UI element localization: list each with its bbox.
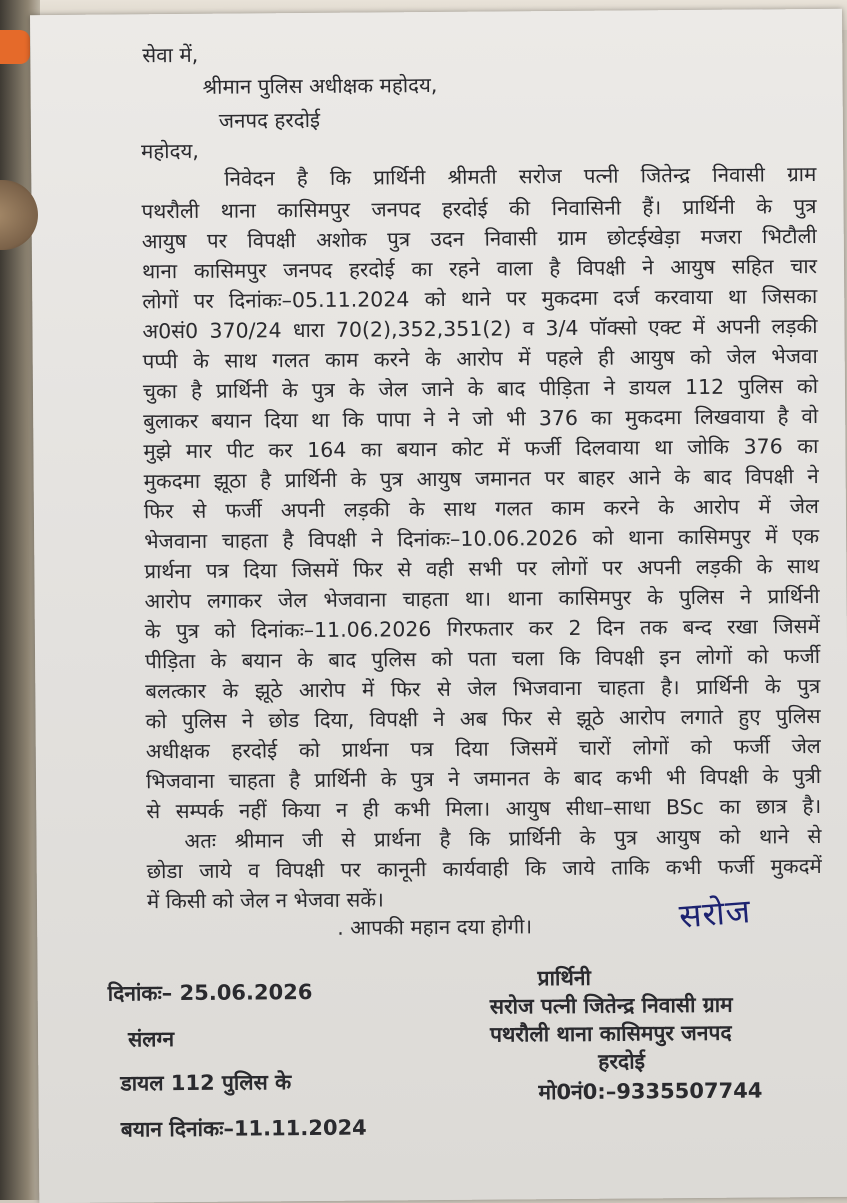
body-line: चुका है प्रार्थिनी के पुत्र के जेल जाने के बाद पीड़िता ने डायल 112 पुलिस को [142,374,819,404]
body-line: भिजवाना चाहता है प्रार्थिनी के पुत्र ने जमानत के बाद कभी भी विपक्षी के पुत्री [145,764,822,794]
body-line: बुलाकर बयान दिया था कि पापा ने ने जो भी 376 का मुकदमा लिखवाया है वो [143,404,819,434]
salutation: सेवा में, [142,42,199,68]
recipient-line-2: जनपद हरदोई [218,107,321,133]
body-line: आयुष पर विपक्षी अशोक पुत्र उदन निवासी ग्राम छोटईखेड़ा मजरा भिटौली [141,224,817,254]
signature: सरोज [677,891,753,936]
body-line: प्रार्थना पत्र दिया जिसमें फिर से वही सभी पर लोगों पर अपनी लड़की के साथ [144,554,820,584]
address: महोदय, [140,138,199,164]
body-line: को पुलिस ने छोड दिया, विपक्षी ने अब फिर से झूठे आरोप लगाते हुए पुलिस [145,704,821,734]
enclosure-label: संलग्न [127,1027,175,1052]
body-line: अ0सं0 370/24 धारा 70(2),352,351(2) व 3/4 पॉक्सो एक्ट में अपनी लड़की [142,314,818,344]
body-line: लोगों पर दिनांकः–05.11.2024 को थाने पर मुकदमा दर्ज करवाया था जिसका [142,284,818,314]
sender-title: प्रार्थिनी [537,965,592,991]
body-line: थाना कासिमपुर जनपद हरदोई का रहने वाला है विपक्षी ने आयुष सहित चार [141,254,818,284]
recipient-line-1: श्रीमान पुलिस अधीक्षक महोदय, [202,72,438,99]
body-line: के पुत्र को दिनांकः–11.06.2026 गिरफतार कर 2 दिन तक बन्द रखा जिसमें [144,614,820,644]
body-line: में किसी को जेल न भेजवा सकें। [146,887,384,914]
body-line: मुकदमा झूठा है प्रार्थिनी के पुत्र आयुष जमानत पर बाहर आने के बाद विपक्षी ने [143,464,819,494]
background-object [0,30,30,64]
body-line: पीड़िता के बयान के बाद पुलिस को पता चला कि विपक्षी इन लोगों को फर्जी [144,644,821,674]
body-line: भेजवाना चाहता है विपक्षी ने दिनांकः–10.06.2026 को थाना कासिमपुर में एक [144,524,820,554]
sender-mobile: मो0नं0:–9335507744 [538,1078,763,1105]
body-line: आरोप लगाकर जेल भेजवाना चाहता था। थाना कासिमपुर के पुलिस ने प्रार्थिनी [144,584,820,614]
sender-line-3: हरदोई [598,1049,645,1074]
closing-line: . आपकी महान दया होगी। [337,914,533,940]
body-line: छोडा जाये व विपक्षी पर कानूनी कार्यवाही कि जाये ताकि कभी फर्जी मुकदमें [146,853,822,884]
body-line: निवेदन है कि प्रार्थिनी श्रीमती सरोज पत्नी जितेन्द्र निवासी ग्राम [224,162,817,191]
body-line: बलत्कार के झूठे आरोप में फिर से जेल भिजवाना चाहता है। प्रार्थिनी के पुत्र [145,674,821,704]
body-line: अतः श्रीमान जी से प्रार्थना है कि प्रार्थिनी के पुत्र आयुष को थाने से [184,823,822,854]
enclosure-line-1: डायल 112 पुलिस के [120,1070,292,1096]
body-line: अधीक्षक हरदोई को प्रार्थना पत्र दिया जिसमें चारों लोगों को फर्जी जेल [145,734,821,764]
body-line: मुझे मार पीट कर 164 का बयान कोट में फर्जी दिलवाया था जोकि 376 का [143,434,819,464]
sender-line-1: सरोज पत्नी जितेन्द्र निवासी ग्राम [489,992,733,1019]
enclosure-line-2: बयान दिनांकः–11.11.2024 [120,1115,367,1142]
body-line: से सम्पर्क नहीं किया न ही कभी मिला। आयुष सीधा–साधा BSc का छात्र है। [146,793,822,824]
letter-page [30,9,847,1203]
body-line: पथरौली थाना कासिमपुर जनपद हरदोई की निवासिनी हैं। प्रार्थिनी के पुत्र [141,194,817,224]
body-line: फिर से फर्जी अपनी लड़की के साथ गलत काम करने के आरोप में जेल [143,494,819,524]
sender-line-2: पथरौली थाना कासिमपुर जनपद [489,1020,732,1047]
body-line: पप्पी के साथ गलत काम करने के आरोप में पहले ही आयुष को जेल भेजवा [142,344,818,374]
date-line: दिनांकः– 25.06.2026 [107,980,313,1006]
